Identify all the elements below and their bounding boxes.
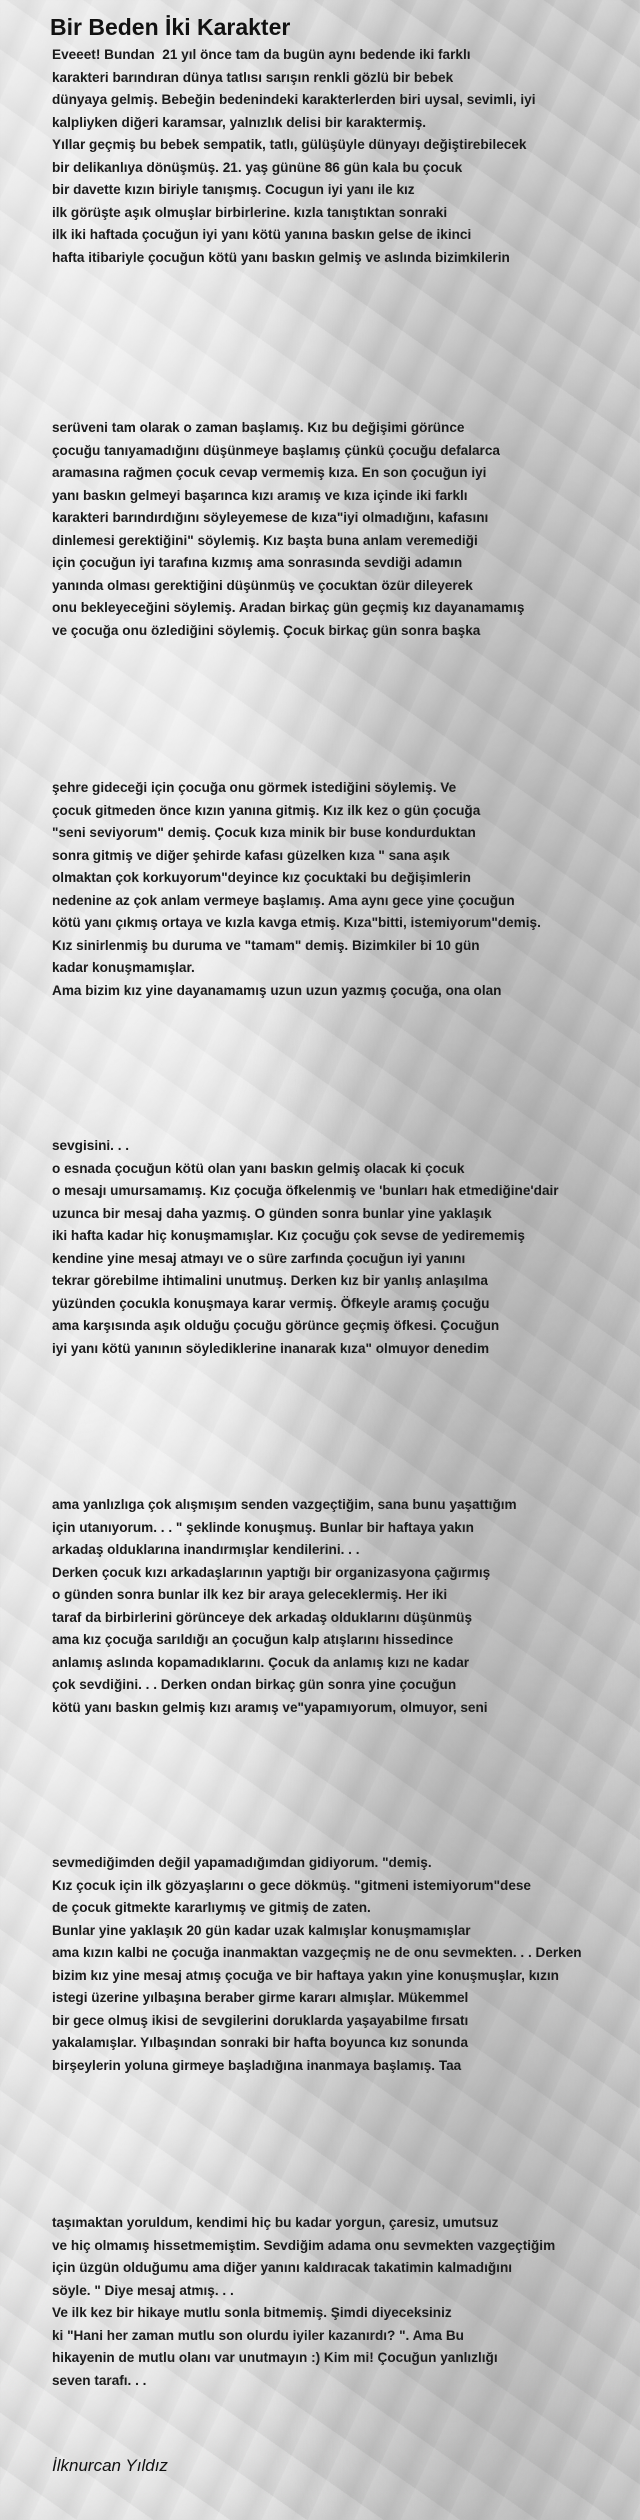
text-line: sevmediğimden değil yapamadığımdan gidiyorum. "demiş.	[52, 1855, 432, 1870]
text-line: çocuğu tanıyamadığını düşünmeye başlamış çünkü çocuğu defalarca	[52, 442, 500, 458]
text-section	[52, 1135, 640, 1360]
text-line: Ve ilk kez bir hikaye mutlu sonla bitmemiş. Şimdi diyeceksiniz	[52, 2305, 452, 2320]
text-line: kötü yanı baskın gelmiş kızı aramış ve"yapamıyorum, olmuyor, seni	[52, 1699, 488, 1715]
author-name: İlknurcan Yıldız	[52, 2456, 168, 2475]
text-line: o esnada çocuğun kötü olan yanı baskın gelmiş olacak ki çocuk	[52, 1160, 465, 1176]
text-line: Eveeet! Bundan 21 yıl önce tam da bugün aynı bedende iki farklı	[52, 47, 471, 62]
text-line: nedenine az çok anlam vermeye başlamış. Ama aynı gece yine çocuğun	[52, 892, 515, 908]
text-line: dünyaya gelmiş. Bebeğin bedenindeki karakterlerden biri uysal, sevimli, iyi	[52, 92, 536, 107]
text-section	[52, 417, 640, 642]
text-line: o günden sonra bunlar ilk kez bir araya geleceklermiş. Her iki	[52, 1587, 448, 1602]
text-line: ama kız çocuğa sarıldığı an çocuğun kalp atışlarını hissedince	[52, 1632, 454, 1647]
text-line: Derken çocuk kızı arkadaşlarının yaptığı bir organizasyona çağırmış	[52, 1564, 491, 1580]
text-line: ilk görüşte aşık olmuşlar birbirlerine. kızla tanıştıktan sonraki	[52, 204, 448, 220]
text-line: için utanıyorum. . . " şeklinde konuşmuş. Bunlar bir haftaya yakın	[52, 1519, 474, 1535]
text-line: için çocuğun iyi tarafına kızmış ama sonrasında sevdiği adamın	[52, 555, 463, 570]
text-line: kadar konuşmamışlar.	[52, 960, 195, 975]
text-line: serüveni tam olarak o zaman başlamış. Kız bu değişimi görünce	[52, 420, 465, 435]
text-line: iyi yanı kötü yanının söylediklerine inanarak kıza" olmuyor denedim	[52, 1340, 490, 1356]
text-line: taraf da birbirlerini görünceye dek arkadaş olduklarını düşünmüş	[52, 1609, 473, 1625]
text-line: ki "Hani her zaman mutlu son olurdu iyiler kazanırdı? ". Ama Bu	[52, 2327, 464, 2343]
text-section	[52, 1494, 640, 1719]
text-line: hikayenin de mutlu olanı var unutmayın :) Kim mi! Çocuğun yanlızlığı	[52, 2350, 498, 2365]
text-line: karakteri barındıran dünya tatlısı sarışın renkli gözlü bir bebek	[52, 69, 454, 85]
text-line: karakteri barındırdığını söyleyemese de kıza"iyi olmadığını, kafasını	[52, 510, 489, 525]
text-section	[52, 777, 640, 1002]
text-line: şehre gideceği için çocuğa onu görmek istediğini söylemiş. Ve	[52, 780, 457, 795]
text-line: dinlemesi gerektiğini" söylemiş. Kız başta buna anlam veremediği	[52, 532, 478, 548]
text-line: o mesajı umursamamış. Kız çocuğa öfkelenmiş ve 'bunları hak etmediğine'dair	[52, 1183, 559, 1198]
text-line: seven tarafı. . .	[52, 2372, 147, 2388]
text-section	[52, 1852, 640, 2077]
text-line: yüzünden çocukla konuşmaya karar vermiş. Öfkeyle aramış çocuğu	[52, 1295, 490, 1311]
text-line: Kız sinirlenmiş bu duruma ve "tamam" demiş. Bizimkiler bi 10 gün	[52, 937, 480, 953]
text-line: istegi üzerine yılbaşına beraber girme kararı almışlar. Mükemmel	[52, 1990, 469, 2005]
text-line: ve hiç olmamış hissetmemiştim. Sevdiğim adama onu sevmekten vazgeçtiğim	[52, 2237, 556, 2253]
text-line: Bunlar yine yaklaşık 20 gün kadar uzak kalmışlar konuşmamışlar	[52, 1922, 471, 1938]
text-line: olmaktan çok korkuyorum"deyince kız çocuktaki bu değişimlerin	[52, 870, 471, 885]
text-line: tekrar görebilme ihtimalini unutmuş. Derken kız bir yanlış anlaşılma	[52, 1273, 488, 1288]
text-line: bir gece olmuş ikisi de sevgilerini doruklarda yaşayabilme fırsatı	[52, 2012, 469, 2028]
text-line: de çocuk gitmekte kararlıymış ve gitmiş de zaten.	[52, 1900, 371, 1915]
text-line: yanı baskın gelmeyi başarınca kızı aramış ve kıza içinde iki farklı	[52, 487, 468, 503]
text-line: yakalamışlar. Yılbaşından sonraki bir hafta boyunca kız sonunda	[52, 2035, 469, 2050]
text-line: için üzgün olduğumu ama diğer yanını kaldıracak takatimin kalmadığını	[52, 2260, 513, 2275]
text-line: birşeylerin yoluna girmeye başladığına inanmaya başlamış. Taa	[52, 2057, 462, 2073]
text-line: ve çocuğa onu özlediğini söylemiş. Çocuk birkaç gün sonra başka	[52, 622, 481, 638]
text-line: yanında olması gerektiğini düşünmüş ve çocuktan özür dileyerek	[52, 577, 473, 593]
text-line: çok sevdiğini. . . Derken ondan birkaç gün sonra yine çocuğun	[52, 1677, 457, 1692]
text-line: bizim kız yine mesaj atmış çocuğa ve bir haftaya yakın yine konuşmuşlar, kızın	[52, 1967, 559, 1983]
text-section	[52, 2212, 640, 2392]
text-line: arkadaş olduklarına inandırmışlar kendilerini. . .	[52, 1542, 360, 1557]
text-line: çocuk gitmeden önce kızın yanına gitmiş. Kız ilk kez o gün çocuğa	[52, 802, 481, 818]
text-section	[52, 44, 640, 269]
text-line: ama karşısında aşık olduğu çocuğu görünce geçmiş öfkesi. Çocuğun	[52, 1318, 500, 1333]
text-line: kötü yanı çıkmış ortaya ve kızla kavga etmiş. Kıza"bitti, istemiyorum"demiş.	[52, 915, 541, 930]
text-line: iki hafta kadar hiç konuşmamışlar. Kız çocuğu çok sevse de yedirememiş	[52, 1228, 525, 1243]
text-line: taşımaktan yoruldum, kendimi hiç bu kadar yorgun, çaresiz, umutsuz	[52, 2215, 499, 2230]
text-line: bir delikanlıya dönüşmüş. 21. yaş gününe 86 gün kala bu çocuk	[52, 159, 463, 175]
text-line: onu bekleyeceğini söylemiş. Aradan birkaç gün geçmiş kız dayanamamış	[52, 600, 525, 615]
text-line: kalpliyken diğeri karamsar, yalnızlık delisi bir karaktermiş.	[52, 114, 427, 130]
text-line: ilk iki haftada çocuğun iyi yanı kötü yanına baskın gelse de ikinci	[52, 227, 472, 242]
text-line: bir davette kızın biriyle tanışmış. Cocugun iyi yanı ile kız	[52, 182, 415, 197]
text-line: kendine yine mesaj atmayı ve o süre zarfında çocuğun iyi yanını	[52, 1250, 466, 1266]
poem-title: Bir Beden İki Karakter	[50, 14, 291, 40]
text-line: söyle. " Diye mesaj atmış. . .	[52, 2282, 234, 2298]
text-line: anlamış aslında kopamadıklarını. Çocuk da anlamış kızı ne kadar	[52, 1654, 470, 1670]
text-line: Yıllar geçmiş bu bebek sempatik, tatlı, gülüşüyle dünyayı değiştirebilecek	[52, 137, 527, 152]
text-line: hafta itibariyle çocuğun kötü yanı baskın gelmiş ve aslında bizimkilerin	[52, 249, 510, 265]
text-line: uzunca bir mesaj daha yazmış. O günden sonra bunlar yine yaklaşık	[52, 1205, 492, 1221]
text-line: ama yanlızlıga çok alışmışım senden vazgeçtiğim, sana bunu yaşattığım	[52, 1497, 517, 1512]
text-line: "seni seviyorum" demiş. Çocuk kıza minik bir buse kondurduktan	[52, 825, 476, 840]
text-line: sevgisini. . .	[52, 1138, 130, 1153]
text-line: sonra gitmiş ve diğer şehirde kafası güzelken kıza " sana aşık	[52, 847, 450, 863]
text-line: ama kızın kalbi ne çocuğa inanmaktan vazgeçmiş ne de onu sevmekten. . . Derken	[52, 1945, 582, 1960]
text-line: aramasına rağmen çocuk cevap vermemiş kıza. En son çocuğun iyi	[52, 465, 487, 480]
text-line: Ama bizim kız yine dayanamamış uzun uzun yazmış çocuğa, ona olan	[52, 982, 502, 998]
text-line: Kız çocuk için ilk gözyaşlarını o gece dökmüş. "gitmeni istemiyorum"dese	[52, 1877, 531, 1893]
